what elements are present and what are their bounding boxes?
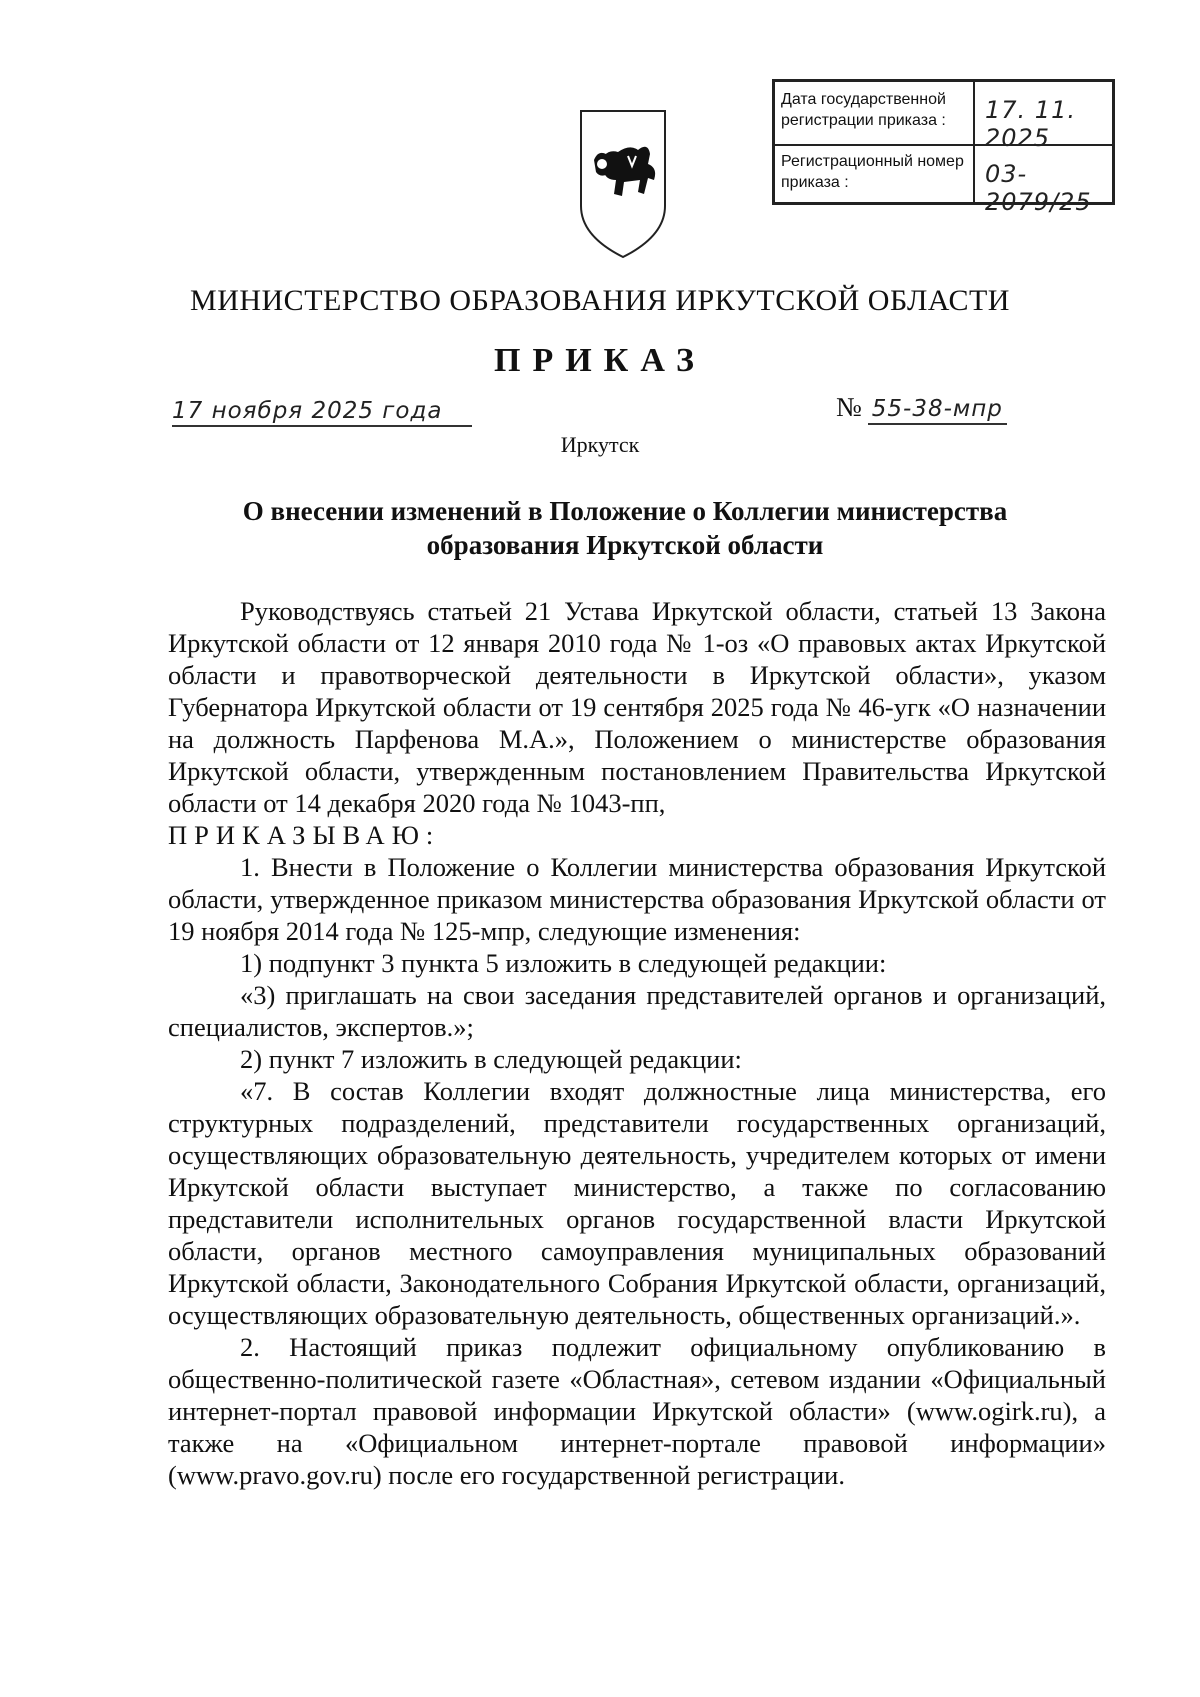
preamble-paragraph: Руководствуясь статьей 21 Устава Иркутской области, статьей 13 Закона Иркутской области от 12 января 2010 года № 1-оз «О правовых актах Иркутской области и правотворческой деятельности в Иркутской области», указом Губернатора Иркутской области от 19 сентября 2025 года № 46-угк «О назначении на должность Парфенова М.А.», Положением о министерстве образования Иркутской области, утвержденным постановлением Правительства Иркутской области от 14 декабря 2020 года № 1043-пп, — [168, 596, 1106, 818]
prikazyvayu-line: ПРИКАЗЫВАЮ: — [168, 820, 441, 850]
stamp-row-date — [775, 82, 1112, 152]
stamp-row-number — [775, 144, 1112, 216]
stamp-divider — [973, 144, 975, 202]
ministry-name: МИНИСТЕРСТВО ОБРАЗОВАНИЯ ИРКУТСКОЙ ОБЛАСТИ — [190, 284, 1010, 317]
coat-of-arms-emblem — [578, 108, 668, 260]
document-heading — [160, 494, 1090, 562]
number-sign: № — [836, 392, 862, 422]
subparagraph-1-2: 2) пункт 7 изложить в следующей редакции: — [240, 1044, 742, 1074]
city-name: Иркутск — [560, 432, 640, 457]
stamp-number-value: 03-2079/25 — [985, 160, 1092, 216]
stamp-date-label: Дата государственной регистрации приказа : — [781, 91, 946, 129]
order-number-handwritten: 55-38-мпр — [868, 396, 1007, 425]
order-date-handwritten: 17 ноября 2025 года — [172, 398, 472, 427]
subparagraph-1-2-text: «7. В состав Коллегии входят должностные лица министерства, его структурных подразделений, представители государственных организаций, осуществляющих образовательную деятельность, учредителем которых от имени Иркутской области выступает министерство, а также по согласованию представители исполнительных органов государственной власти Иркутской области, органов местного самоуправления муниципальных образований Иркутской области, Законодательного Собрания Иркутской области, организаций, осуществляющих образовательную деятельность, общественных организаций.». — [168, 1076, 1106, 1330]
registration-stamp — [772, 79, 1115, 216]
subparagraph-1-1-text: «3) приглашать на свои заседания представителей органов и организаций, специалистов, экспертов.»; — [168, 980, 1106, 1042]
stamp-divider — [973, 82, 975, 144]
stamp-date-value: 17. 11. 2025 — [985, 96, 1076, 152]
order-title: ПРИКАЗ — [494, 342, 706, 379]
order-number-line — [836, 392, 1007, 423]
paragraph-2: 2. Настоящий приказ подлежит официальному опубликованию в общественно-политической газете «Областная», сетевом издании «Официальный интернет-портал правовой информации Иркутской области» (www.ogirk.ru), а также на «Официальном интернет-портале правовой информации» (www.pravo.gov.ru) после его государственной регистрации. — [168, 1332, 1106, 1490]
subparagraph-1-1: 1) подпункт 3 пункта 5 изложить в следующей редакции: — [240, 948, 887, 978]
heading-line-2: образования Иркутской области — [426, 530, 824, 560]
heading-line-1: О внесении изменений в Положение о Коллегии министерства — [242, 496, 1008, 526]
stamp-number-label: Регистрационный номер приказа : — [781, 153, 964, 191]
document-body — [168, 595, 1106, 1491]
paragraph-1: 1. Внести в Положение о Коллегии министерства образования Иркутской области, утвержденное приказом министерства образования Иркутской области от 19 ноября 2014 года № 125-мпр, следующие изменения: — [168, 852, 1106, 946]
